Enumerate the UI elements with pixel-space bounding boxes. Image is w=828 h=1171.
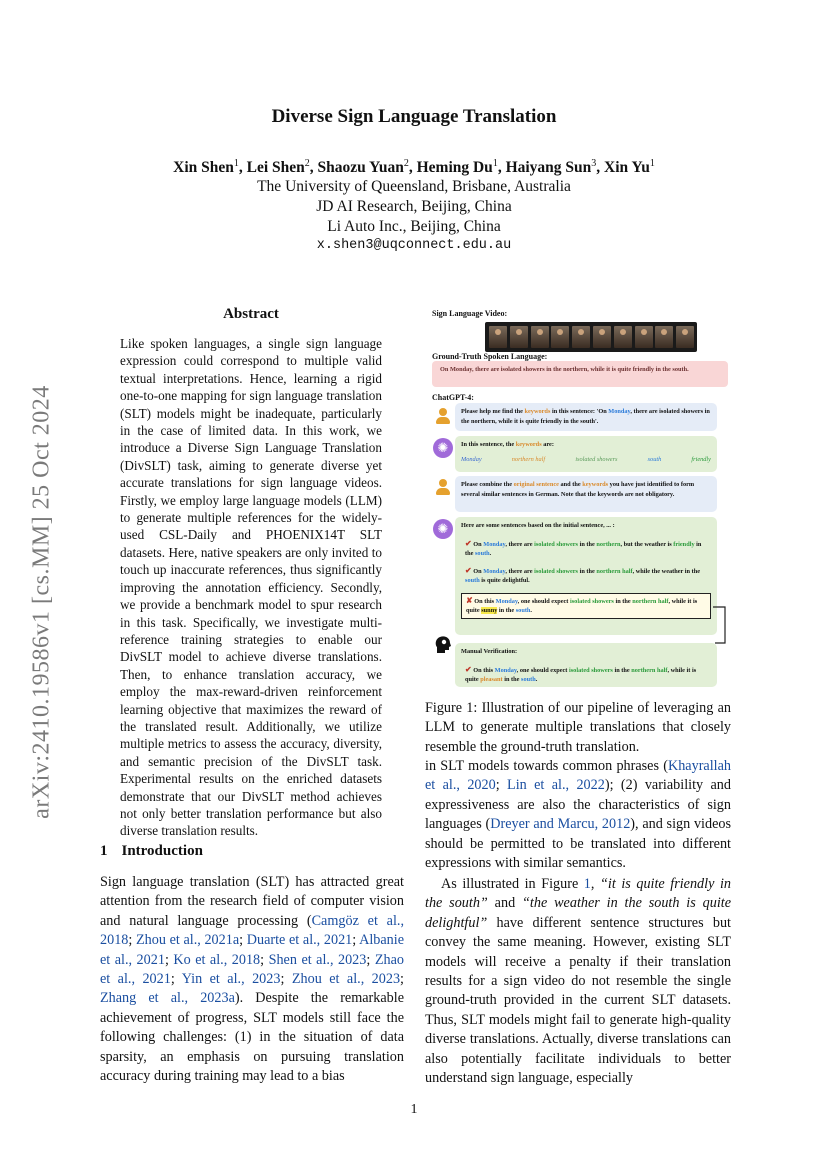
quoted-example: “the weather in the south is quite delightful” (425, 895, 731, 931)
sentence-2: ✔ On Monday, there are isolated showers in the northern half, while the weather in the south is quite delightful. (465, 565, 701, 584)
citation-link[interactable]: 1 (583, 876, 591, 892)
quoted-example: “it is quite friendly in the south” (425, 876, 731, 912)
keyword-row (461, 455, 711, 465)
citation-link[interactable]: Camgöz et al., 2018 (100, 912, 404, 949)
author-affiliation-mark: 1 (233, 158, 239, 169)
video-frame-thumbnail (614, 326, 632, 348)
citation-link[interactable]: Zhang et al., 2023a (100, 990, 235, 1007)
author-name: Lei Shen (246, 159, 305, 177)
citation-link[interactable]: Yin et al., 2023 (181, 971, 281, 988)
video-frame-thumbnail (593, 326, 611, 348)
section-title: Introduction (121, 843, 203, 859)
citation-link[interactable]: Shen et al., 2023 (268, 951, 367, 968)
prompt-bubble-2: Please combine the original sentence and the keywords you have just identified to form several similar sentences in German. Note that the keywords are not obligatory. (455, 476, 717, 512)
keyword-chip: northern half (511, 455, 546, 463)
manual-verification-bubble (455, 643, 717, 687)
sign-video-filmstrip (485, 322, 697, 352)
affiliation-2: JD AI Research, Beijing, China (316, 198, 512, 215)
cross-icon: ✘ (466, 595, 473, 605)
citation-link[interactable]: Duarte et al., 2021 (246, 932, 353, 949)
arxiv-sidebar-stamp (22, 352, 62, 852)
video-frame-thumbnail (655, 326, 673, 348)
check-icon: ✔ (465, 565, 472, 575)
ground-truth-box: On Monday, there are isolated showers in the northern, while it is quite friendly in the south. (432, 361, 728, 387)
user-avatar-icon (435, 479, 451, 495)
connector-arrow (713, 605, 733, 649)
prompt-bubble-1: Please help me find the keywords in this sentence: 'On Monday, there are isolated showers in the northern, while it is quite friendly in the south'. (455, 403, 717, 431)
abstract-heading: Abstract (223, 306, 279, 322)
author-name: Xin Shen (173, 159, 234, 177)
citation-link[interactable]: Zhou et al., 2023 (291, 971, 401, 988)
gt-label: Ground-Truth Spoken Language: (432, 352, 548, 361)
chatgpt-logo-icon: ✺ (433, 438, 453, 458)
reply-bubble-1: In this sentence, the keywords are: Monday northern half isolated showers south friendly (455, 436, 717, 472)
author-affiliation-mark: 1 (649, 158, 655, 169)
author-email[interactable]: x.shen3@uqconnect.edu.au (316, 238, 512, 253)
chatgpt-logo-icon: ✺ (433, 519, 453, 539)
affiliation-1: The University of Queensland, Brisbane, Australia (257, 178, 571, 195)
arxiv-id: arXiv:2410.19586v1 [cs.MM] 25 Oct 2024 (28, 385, 55, 819)
video-frame-thumbnail (551, 326, 569, 348)
right-paragraph-1: in SLT models towards common phrases (Khayrallah et al., 2020; Lin et al., 2022); (2) variability and expressiveness are also the characteristics of sign languages (Dreyer and Marcu, 2012), and sign videos should be permitted to be translated into different expressions with similar semantics. (425, 758, 731, 872)
abstract-text: Like spoken languages, a single sign language expression could correspond to multiple valid textual interpretations. Hence, learning a rigid one-to-one mapping for sign language translation (SLT) models might be inadequate, particularly in the case of limited data. In this work, we introduce a Diverse Sign Language Translation (DivSLT) task, aiming to generate diverse yet accurate translations for sign language videos. Firstly, we employ large language models (LLM) to generate multiple references for the widely-used CSL-Daily and PHOENIX14T SLT datasets. Here, native speakers are only invited to touch up inaccurate references, thus significantly improving the annotation efficiency. Secondly, we provide a benchmark model to spur research in this task. Specifically, we investigate multi-reference training strategies to enable our DivSLT model to achieve diverse translations. Then, to enhance translation accuracy, we employ the max-reward-driven reinforcement learning objective that maximizes the reward of the translated result. Additionally, we utilize multiple metrics to assess the accuracy, diversity, and semantic precision of the DivSLT task. Experimental results on the enriched datasets demonstrate that our DivSLT method achieves not only better translation performance but also diverse translation results. (120, 336, 382, 839)
figure-1 (428, 305, 733, 693)
keyword-chip: Monday (461, 455, 482, 463)
video-label: Sign Language Video: (432, 309, 508, 318)
video-frame-thumbnail (572, 326, 590, 348)
citation-link[interactable]: Dreyer and Marcu, 2012 (490, 816, 631, 833)
video-frame-thumbnail (510, 326, 528, 348)
video-frame-thumbnail (489, 326, 507, 348)
reply2-intro: Here are some sentences based on the initial sentence, ... : (461, 522, 615, 529)
citation-link[interactable]: Lin et al., 2022 (507, 777, 605, 794)
check-icon: ✔ (465, 664, 472, 674)
video-frame-thumbnail (676, 326, 694, 348)
citation-link[interactable]: Albanie et al., 2021 (100, 932, 404, 968)
citation-link[interactable]: Khayrallah et al., 2020 (425, 758, 731, 794)
section-heading (100, 843, 203, 860)
intro-paragraph: Sign language translation (SLT) has attracted great attention from the research field of computer vision and natural language processing (Camgöz et al., 2018; Zhou et al., 2021a; Duarte et al., 2021; Albanie et al., 2021; Ko et al., 2018; Shen et al., 2023; Zhao et al., 2021; Yin et al., 2023; Zhou et al., 2023; Zhang et al., 2023a). Despite the remarkable achievement of progress, SLT models still face the following challenges: (1) in the situation of data sparsity, an emphasis on pursuing translation accuracy during training may lead to a bias (100, 874, 404, 1085)
video-frame-thumbnail (635, 326, 653, 348)
page-number: 1 (410, 1102, 418, 1117)
affiliation-3: Li Auto Inc., Beijing, China (327, 218, 501, 235)
author-affiliation-mark: 2 (304, 158, 310, 169)
citation-link[interactable]: Zhao et al., 2021 (100, 951, 404, 988)
author-affiliation-mark: 2 (403, 158, 409, 169)
author-name: Shaozu Yuan (317, 159, 404, 177)
keyword-chip: south (647, 455, 662, 463)
human-head-icon (434, 635, 452, 655)
reply-bubble-2 (455, 517, 717, 635)
chatgpt-label: ChatGPT-4: (432, 393, 474, 402)
author-name: Heming Du (416, 159, 493, 177)
author-affiliation-mark: 3 (591, 158, 597, 169)
section-number: 1 (100, 843, 108, 859)
manual-sentence: ✔ On this Monday, one should expect isolated showers in the northern half, while it is quite pleasant in the south. (465, 664, 697, 683)
paper-title: Diverse Sign Language Translation (271, 106, 557, 127)
user-avatar-icon (435, 408, 451, 424)
author-name: Xin Yu (604, 159, 650, 177)
citation-link[interactable]: Ko et al., 2018 (173, 951, 261, 968)
keyword-chip: friendly (691, 455, 711, 463)
author-affiliation-mark: 1 (492, 158, 498, 169)
manual-label: Manual Verification: (461, 648, 518, 655)
author-list: Xin Shen$^1$, Lei Shen$^2$, Shaozu Yuan$^2$, Heming Du$^1$, Haiyang Sun$^3$, Xin Yu$^1$ (173, 158, 655, 177)
video-frame-thumbnail (531, 326, 549, 348)
author-name: Haiyang Sun (505, 159, 592, 177)
figure-caption: Figure 1: Illustration of our pipeline of leveraging an LLM to generate multiple translations that closely resemble the ground-truth translation. (425, 700, 731, 755)
check-icon: ✔ (465, 538, 472, 548)
citation-link[interactable]: Zhou et al., 2021a (135, 932, 240, 949)
sentence-1: ✔ On Monday, there are isolated showers in the northern, but the weather is friendly in the south. (465, 538, 702, 557)
right-paragraph-2: As illustrated in Figure 1, “it is quite friendly in the south” and “the weather in the south is quite delightful” have different sentence structures but convey the same meaning. However, existing SLT models will receive a penalty if their translation results for a sign video do not resemble the single ground-truth provided in the current SLT datasets. Thus, SLT models might fail to generate high-quality diverse translations. Actually, diverse translations can also potentially facilitate individuals to better understand sign language, especially (425, 876, 731, 1087)
sentence-3-flagged: ✘ On this Monday, one should expect isolated showers in the northern half, while it is quite sunny in the south. (461, 593, 711, 619)
keyword-chip: isolated showers (575, 455, 618, 463)
